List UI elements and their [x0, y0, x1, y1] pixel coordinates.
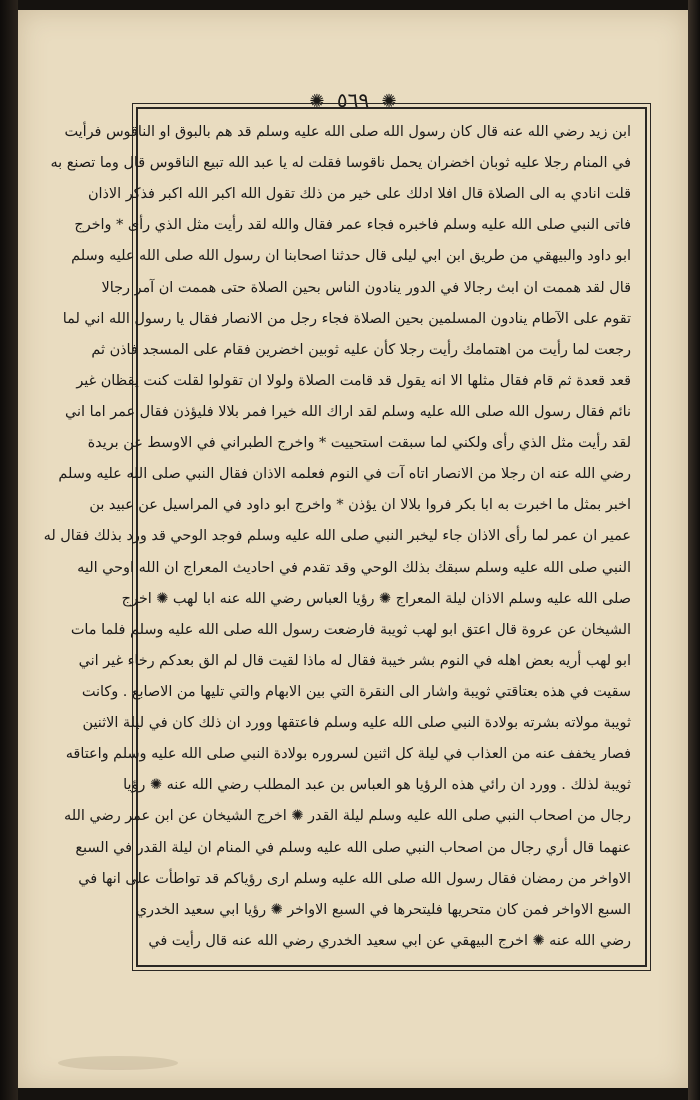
text-line: في المنام رجلا عليه ثوبان اخضران يحمل ناقوسا فقلت له يا عبد الله تبيع الناقوس قال وما تصنع به [50, 155, 631, 172]
text-line: ثويبة لذلك . وورد ان رائي هذه الرؤيا هو العباس بن عبد المطلب رضي الله عنه ✺ رؤيا [123, 777, 631, 794]
ornament-right-icon: ✺ [381, 91, 397, 112]
text-line: نائم فقال رسول الله صلى الله عليه وسلم لقد اراك الله خيرا فمر بلالا فليؤذن فقال عمر اما اني [65, 403, 631, 420]
text-line: رضي الله عنه ✺ اخرج البيهقي عن ابي سعيد الخدري رضي الله عنه قال رأيت في [148, 932, 631, 949]
text-block [43, 119, 631, 955]
text-line: ابو لهب أريه بعض اهله في النوم بشر خيبة فقال له ماذا لقيت قال لم الق بعدكم رخاء غير اني [78, 652, 631, 669]
text-line: الشيخان عن عروة قال اعتق ابو لهب ثويبة فارضعت رسول الله صلى الله عليه وسلم فلما مات [70, 621, 631, 638]
text-line: فاتى النبي صلى الله عليه وسلم فاخبره فجاء عمر فقال والله لقد رأيت مثل الذي رأى * واخرج [74, 217, 631, 234]
text-line: رجعت لما رأيت من اهتمامك رأيت رجلا كأن عليه ثوبين اخضرين فقام على المسجد فاذن ثم [91, 341, 631, 358]
text-line: ابن زيد رضي الله عنه قال كان رسول الله صلى الله عليه وسلم قد هم بالبوق او الناقوس فرأيت [64, 124, 631, 140]
text-frame [43, 107, 647, 967]
page-edge-shadow [688, 0, 700, 1100]
ornament-left-icon: ✺ [309, 91, 325, 112]
book-page [18, 10, 688, 1088]
text-line: قال لقد هممت ان ابث رجالا في الدور ينادون الناس بحين الصلاة حتى هممت ان آمر رجالا [101, 279, 631, 296]
text-line: لقد رأيت مثل الذي رأى ولكني لما سبقت استحييت * واخرج الطبراني في الاوسط عن بريدة [87, 435, 631, 452]
text-line: تقوم على الآطام ينادون المسلمين بحين الصلاة فجاء رجل من الانصار فقال يا رسول الله اني لما [62, 310, 631, 327]
text-line: رجال من اصحاب النبي صلى الله عليه وسلم ليلة القدر ✺ اخرج الشيخان عن ابن عمر رضي الله [64, 808, 631, 825]
page-number: ٥٦٩ [336, 88, 370, 112]
text-line: قلت انادي به الى الصلاة قال افلا ادلك على خير من ذلك تقول الله اكبر الله اكبر فذكر الاذان [87, 186, 631, 203]
text-line: فصار يخفف عنه من العذاب في ليلة كل اثنين لسروره بولادة النبي صلى الله عليه وسلم واعتاقه [65, 746, 631, 763]
text-line: ثويبة مولاته بشرته بولادة النبي صلى الله عليه وسلم فاعتقها وورد ان ذلك كان في ليلة الاثنين [82, 715, 631, 732]
text-line: صلى الله عليه وسلم الاذان ليلة المعراج ✺ رؤيا العباس رضي الله عنه ابا لهب ✺ اخرج [121, 590, 631, 607]
text-line: اخبر بمثل ما اخبرت به ابا بكر فروا بلالا ان يؤذن * واخرج ابو داود في المراسيل عن عبيد بن [89, 497, 631, 514]
text-line: رضي الله عنه ان رجلا من الانصار اتاه آت في النوم فعلمه الاذان فقال النبي صلى الله عليه وسلم [58, 466, 631, 483]
paper-stain [58, 1056, 178, 1070]
text-line: سقيت في هذه بعتاقتي ثويبة واشار الى النقرة التي بين الابهام والتي تليها من الاصابع . وكانت [81, 683, 631, 700]
text-line: عمير ان عمر لما رأى الاذان جاء ليخبر النبي صلى الله عليه وسلم فوجد الوحي قد ورد بذلك فقال له [43, 528, 631, 545]
text-line: عنهما قال أري رجال من اصحاب النبي صلى الله عليه وسلم في المنام ان ليلة القدر في السبع [75, 839, 631, 856]
text-line: النبي صلى الله عليه وسلم سبقك بذلك الوحي وقد تقدم في احاديث المعراج ان الله اوحي اليه [77, 559, 631, 576]
text-line: قعد قعدة ثم قام فقال مثلها الا انه يقول قد قامت الصلاة ولولا ان تقولوا لقلت كنت يقظان غير [76, 372, 631, 389]
text-line: الاواخر من رمضان فقال رسول الله صلى الله عليه وسلم ارى رؤياكم قد تواطأت على انها في [78, 870, 631, 887]
book-spine-shadow [0, 0, 18, 1100]
text-line: السبع الاواخر فمن كان متحريها فليتحرها في السبع الاواخر ✺ رؤيا ابي سعيد الخدري [135, 901, 631, 918]
text-line: ابو داود والبيهقي من طريق ابن ابي ليلى قال حدثنا اصحابنا ان رسول الله صلى الله عليه وسلم [71, 248, 631, 265]
